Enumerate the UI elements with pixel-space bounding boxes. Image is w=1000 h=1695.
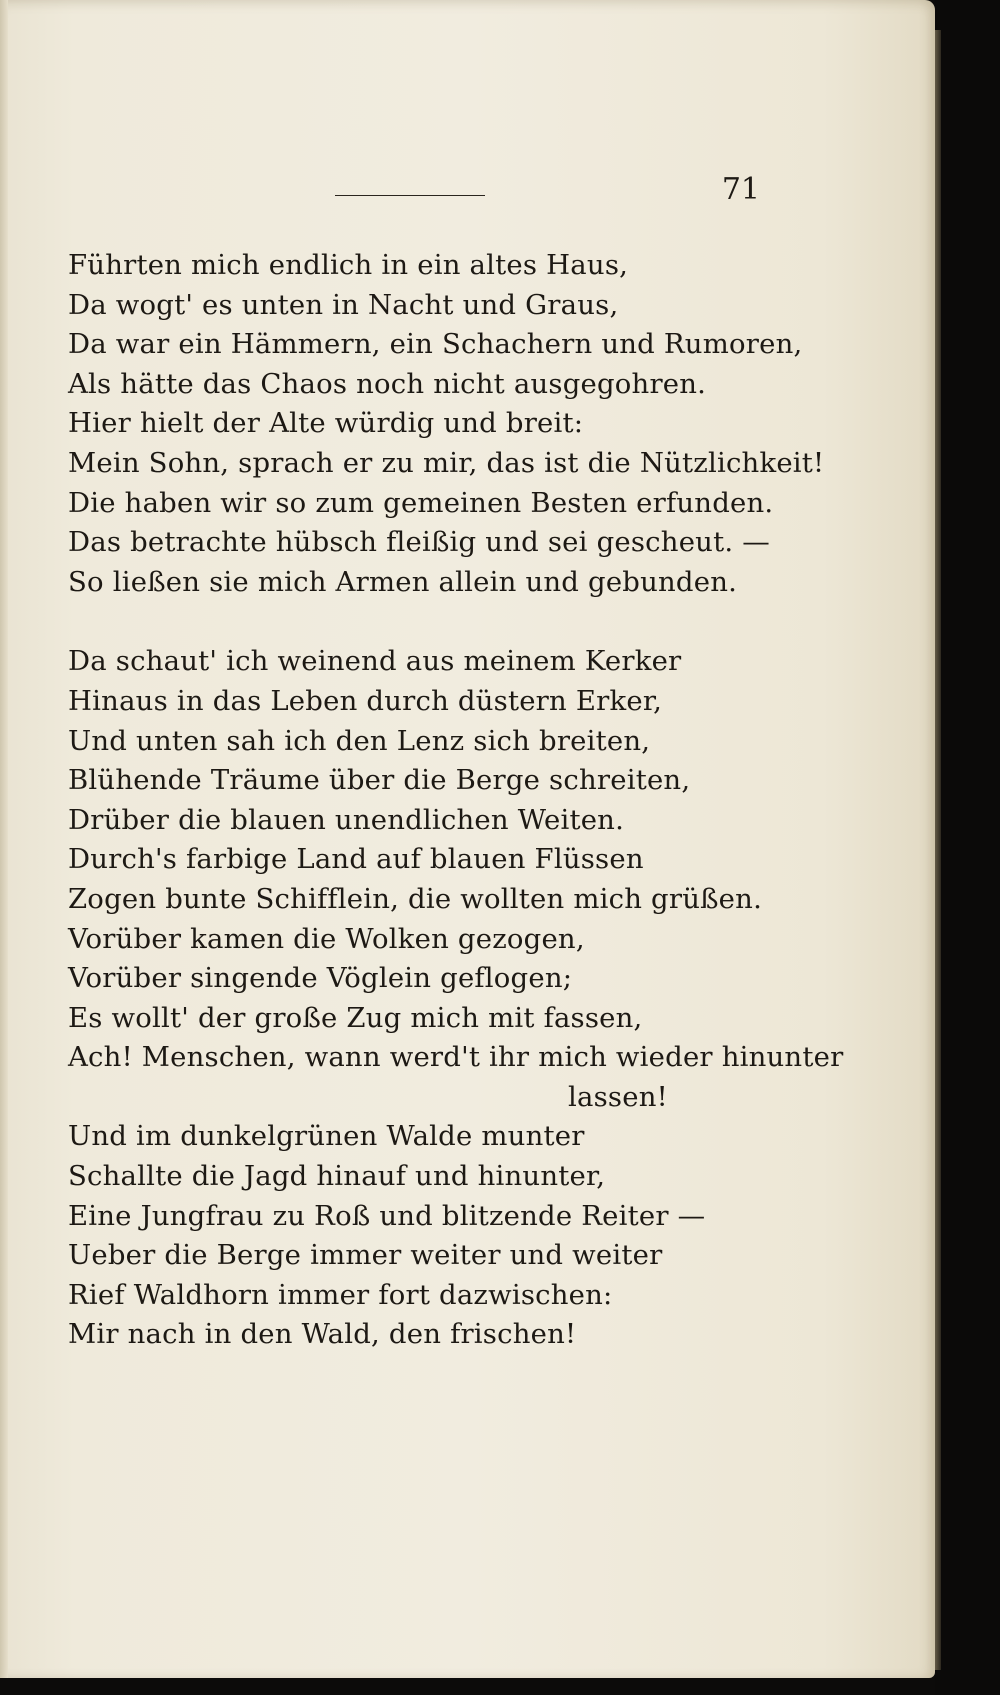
verse-line: Rief Waldhorn immer fort dazwischen: bbox=[68, 1278, 613, 1311]
verse-line: Ach! Menschen, wann werd't ihr mich wieder hinunter bbox=[68, 1041, 844, 1074]
verse-line: Mir nach in den Wald, den frischen! bbox=[68, 1318, 577, 1351]
verse-line: Vorüber singende Vöglein geflogen; bbox=[68, 962, 573, 995]
verse-line: Die haben wir so zum gemeinen Besten erfunden. bbox=[68, 486, 774, 519]
verse-line: Blühende Träume über die Berge schreiten, bbox=[68, 764, 691, 797]
verse-line: Hinaus in das Leben durch düstern Erker, bbox=[68, 684, 663, 717]
verse-line: Und unten sah ich den Lenz sich breiten, bbox=[68, 724, 651, 757]
verse-line: Da wogt' es unten in Nacht und Graus, bbox=[68, 288, 619, 321]
verse-line: Ueber die Berge immer weiter und weiter bbox=[68, 1239, 663, 1272]
verse-line: Mein Sohn, sprach er zu mir, das ist die Nützlichkeit! bbox=[68, 446, 825, 479]
verse-line: Zogen bunte Schifflein, die wollten mich grüßen. bbox=[68, 882, 763, 915]
verse-line: Das betrachte hübsch fleißig und sei gescheut. — bbox=[68, 526, 770, 559]
verse-line: Eine Jungfrau zu Roß und blitzende Reiter — bbox=[68, 1199, 706, 1232]
verse-line: Schallte die Jagd hinauf und hinunter, bbox=[68, 1160, 606, 1193]
verse-line: Und im dunkelgrünen Walde munter bbox=[68, 1120, 585, 1153]
verse-line: Durch's farbige Land auf blauen Flüssen bbox=[68, 843, 644, 876]
verse-line: Da war ein Hämmern, ein Schachern und Rumoren, bbox=[68, 328, 803, 361]
stanza-break bbox=[68, 602, 788, 642]
verse-line: Da schaut' ich weinend aus meinem Kerker bbox=[68, 645, 682, 678]
page-gutter-edge bbox=[0, 0, 8, 1678]
dark-background bbox=[935, 0, 1000, 1695]
verse-line: Hier hielt der Alte würdig und breit: bbox=[68, 407, 584, 440]
page-number: 71 bbox=[721, 172, 760, 207]
verse-line: Drüber die blauen unendlichen Weiten. bbox=[68, 803, 625, 836]
verse-line: Vorüber kamen die Wolken gezogen, bbox=[68, 922, 585, 955]
verse-line: So ließen sie mich Armen allein und gebunden. bbox=[68, 565, 738, 598]
header-rule bbox=[335, 195, 485, 196]
stanza bbox=[68, 246, 825, 602]
page-edge-shadow bbox=[935, 30, 941, 1670]
verse-line: Als hätte das Chaos noch nicht ausgegohren. bbox=[68, 367, 707, 400]
poem-text bbox=[68, 246, 844, 1355]
stanza bbox=[68, 642, 844, 1355]
verse-line: Führten mich endlich in ein altes Haus, bbox=[68, 249, 629, 281]
verse-line: Es wollt' der große Zug mich mit fassen, bbox=[68, 1001, 643, 1034]
verse-line-continuation: lassen! bbox=[568, 1080, 668, 1113]
